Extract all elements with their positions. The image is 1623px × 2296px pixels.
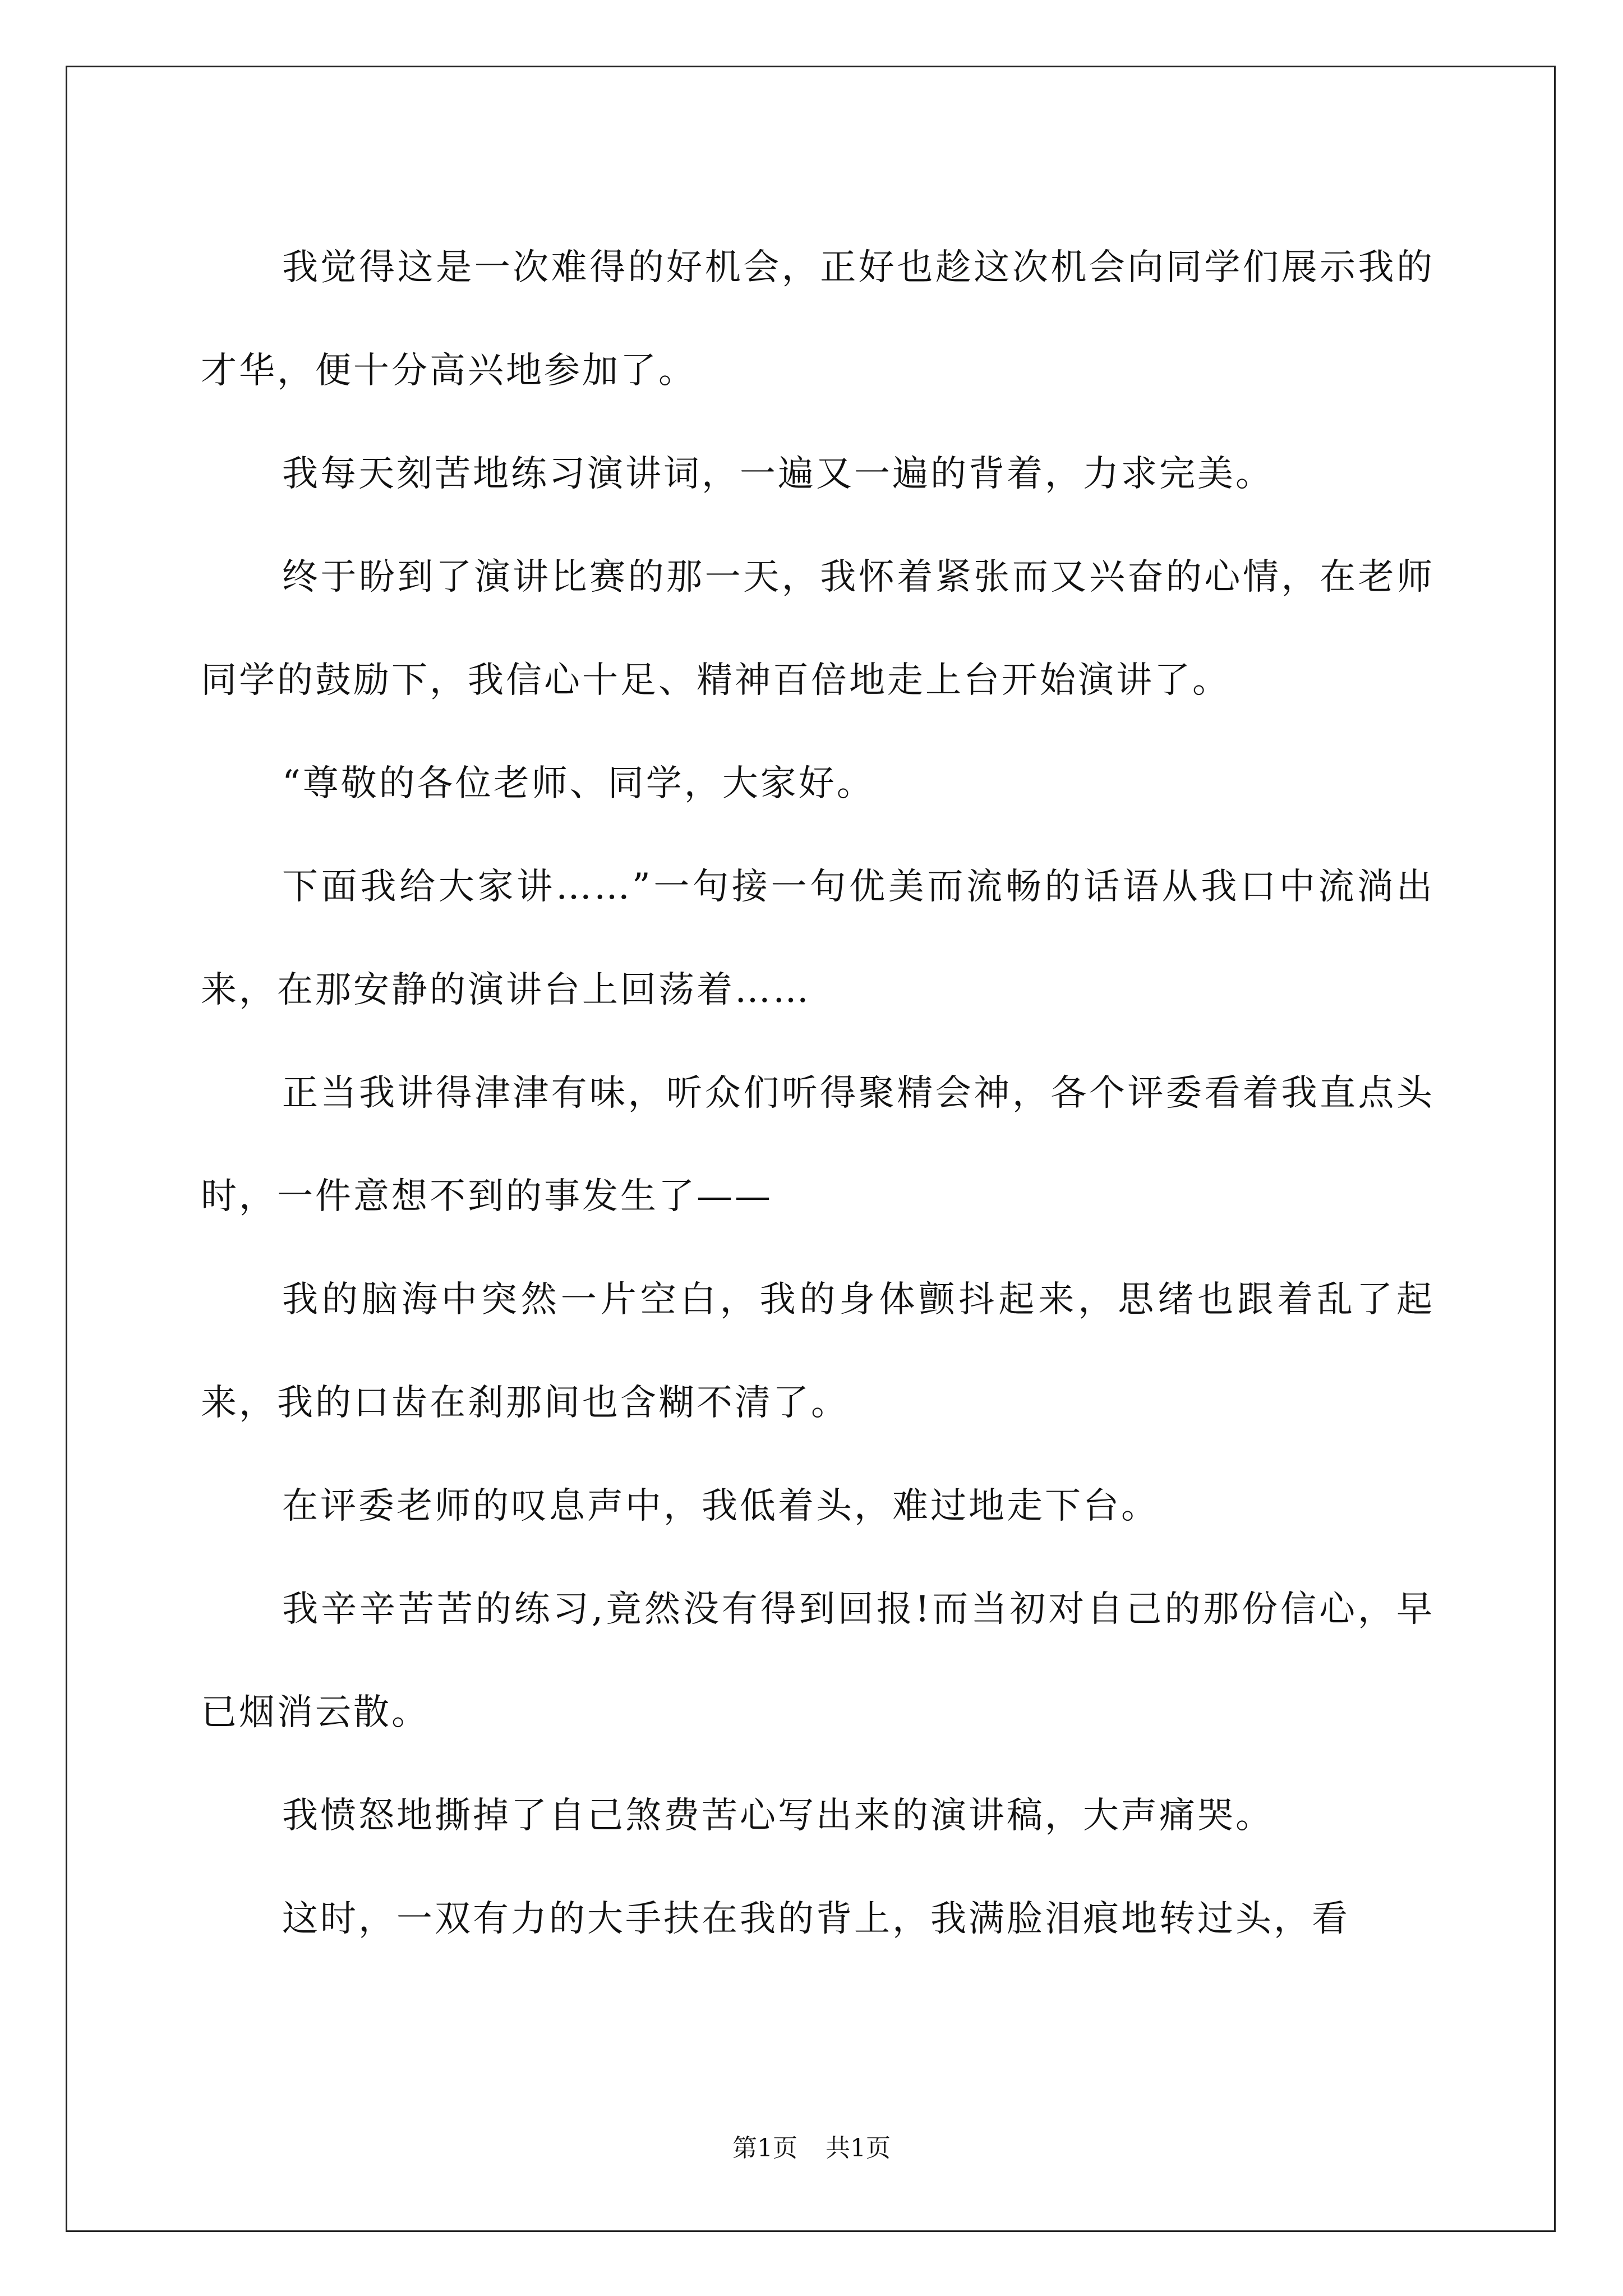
paragraph: 我觉得这是一次难得的好机会，正好也趁这次机会向同学们展示我的才华，便十分高兴地参加了。 — [201, 247, 1435, 392]
paragraph: 正当我讲得津津有味，听众们听得聚精会神，各个评委看着我直点头时，一件意想不到的事发生了—— — [201, 1073, 1435, 1217]
page-number-total: 共1页 — [826, 2134, 891, 2162]
paragraph: 终于盼到了演讲比赛的那一天，我怀着紧张而又兴奋的心情，在老师同学的鼓励下，我信心十足、精神百倍地走上台开始演讲了。 — [201, 556, 1435, 701]
document-body — [201, 216, 1435, 1971]
paragraph: 下面我给大家讲……”一句接一句优美而流畅的话语从我口中流淌出来，在那安静的演讲台上回荡着…… — [201, 866, 1435, 1011]
paragraph: 我辛辛苦苦的练习,竟然没有得到回报!而当初对自己的那份信心，早已烟消云散。 — [201, 1589, 1435, 1733]
page-number-current: 第1页 — [732, 2134, 797, 2162]
paragraph: 在评委老师的叹息声中，我低着头，难过地走下台。 — [282, 1485, 1159, 1527]
page-footer — [0, 2132, 1623, 2165]
paragraph: 我每天刻苦地练习演讲词，一遍又一遍的背着，力求完美。 — [282, 453, 1274, 495]
paragraph: 这时，一双有力的大手扶在我的背上，我满脸泪痕地转过头，看 — [282, 1898, 1350, 1940]
paragraph: “尊敬的各位老师、同学，大家好。 — [282, 763, 875, 804]
paragraph: 我愤怒地撕掉了自己煞费苦心写出来的演讲稿，大声痛哭。 — [282, 1795, 1274, 1837]
paragraph: 我的脑海中突然一片空白，我的身体颤抖起来，思绪也跟着乱了起来，我的口齿在刹那间也含糊不清了。 — [201, 1279, 1435, 1424]
